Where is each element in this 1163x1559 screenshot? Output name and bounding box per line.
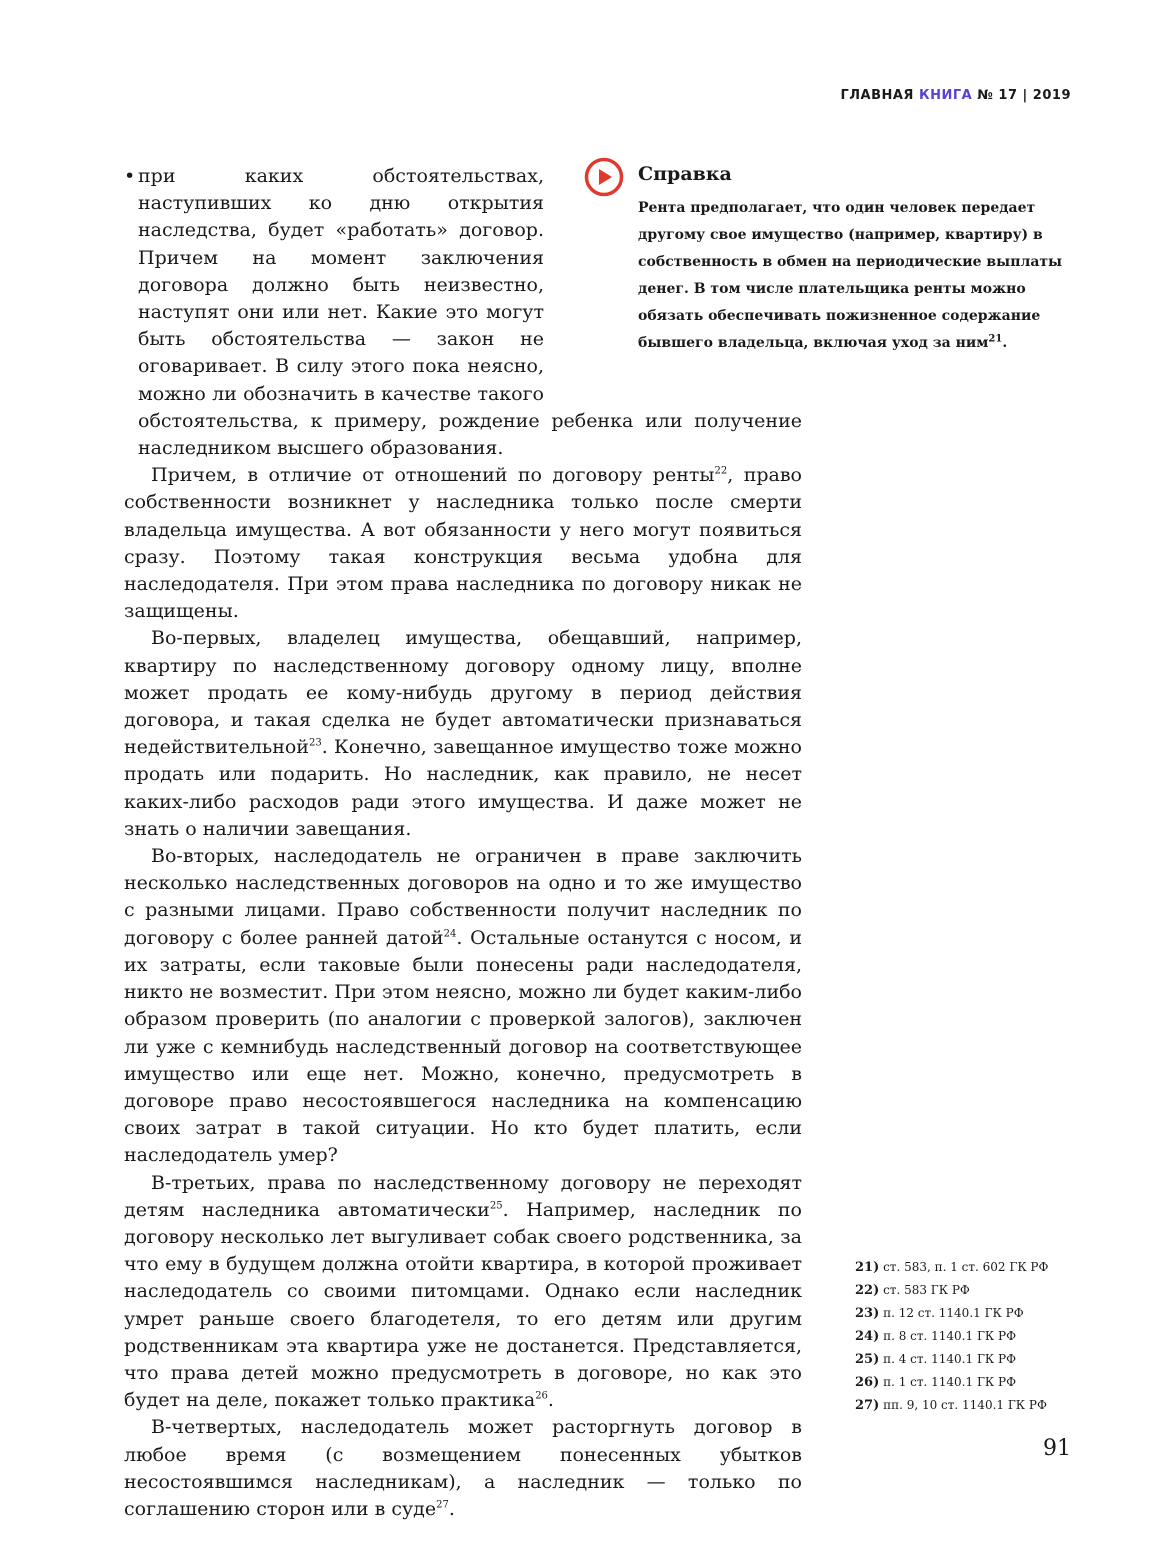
footnote-ref: 23 [308,737,322,749]
footnote: 23) п. 12 ст. 1140.1 ГК РФ [855,1306,1024,1321]
footnote: 25) п. 4 ст. 1140.1 ГК РФ [855,1352,1017,1367]
magazine-header [840,88,1071,103]
article-body [124,163,802,1523]
footnote-ref: 25 [489,1200,503,1212]
footnotes-list [855,1256,1095,1417]
footnote: 21) ст. 583, п. 1 ст. 602 ГК РФ [855,1260,1049,1275]
footnote: 26) п. 1 ст. 1140.1 ГК РФ [855,1375,1017,1390]
footnote: 24) п. 8 ст. 1140.1 ГК РФ [855,1329,1017,1344]
footnote-ref: 26 [535,1390,548,1402]
footnote-ref: 24 [443,928,457,940]
footnote-ref: 27 [436,1499,449,1511]
paragraph-1: Причем, в отличие от отношений по договору ренты$^{22}$, право собственности возникнет у наследника только после смерти владельца имущества. А вот обязанности у него могут появиться сразу. Поэтому такая конструкция весьма удобна для наследодателя. При этом права наследника по договору никак не защищены. [124,464,802,623]
brand-name-part2: КНИГА [918,88,973,103]
paragraph-5: В-четвертых, наследодатель может расторгнуть договор в любое время (с возмещением понесенных убытков несостоявшимся наследникам), а наследник — только по соглашению сторон или в суде$^{27}$. [124,1416,802,1520]
bullet-text: при каких обстоятельствах, наступивших ко дню открытия наследства, будет «работать» договор. Причем на момент заключения договора должно быть неизвестно, наступят они или нет. Какие это могут быть обстоятельства — закон не оговаривает. В силу этого пока неясно, можно ли обозначить в качестве такого обстоятельства, к примеру, рождение ребенка или получение наследником высшего образования. [138,165,802,460]
paragraph-3: Во-вторых, наследодатель не ограничен в праве заключить несколько наследственных договоров на одно и то же имущество с разными лицами. Право собственности получит наследник по договору с более ранней датой$^{24}$. Остальные останутся с носом, и их затраты, если таковые были понесены ради наследодателя, никто не возместит. При этом неясно, можно ли будет каким-либо образом проверить (по аналогии с проверкой залогов), заключен ли уже с кемнибудь наследственный договор на соответствующее имущество или еще нет. Можно, конечно, предусмотреть в договоре право несостоявшегося наследника на компенсацию своих затрат в такой ситуации. Но кто будет платить, если наследодатель умер? [124,845,802,1167]
bullet-mark: • [124,165,136,187]
sidebar-text: Рента предполагает, что один человек передает другому свое имущество (например, квартиру) в собственность в обмен на периодические выплаты денег. В том числе плательщика ренты можно обязать обеспечивать пожизненное содержание бывшего владельца, включая уход за ним$^{21}$. [638,200,1063,351]
play-circle-icon [584,157,624,197]
page-number: 91 [1043,1436,1071,1461]
footnote-ref: 21 [988,333,1003,345]
paragraph-4: В-третьих, права по наследственному договору не переходят детям наследника автоматически$^{25}$. Например, наследник по договору несколько лет выгуливает собак своего родственника, за что ему в будущем должна отойти квартира, в которой проживает наследодатель со своими питомцами. Однако если наследник умрет раньше своего благодетеля, то его детям или другим родственникам эта квартира уже не достанется. Представляется, что права детей можно предусмотреть в договоре, но как это будет на деле, покажет только практика$^{26}$. [124,1171,802,1412]
sidebar-title: Справка [638,163,732,185]
issue-number: № 17 | 2019 [977,88,1071,103]
footnote-ref: 22 [714,465,728,477]
footnote: 27) пп. 9, 10 ст. 1140.1 ГК РФ [855,1398,1047,1413]
brand-name-part1: ГЛАВНАЯ [840,88,914,103]
footnote: 22) ст. 583 ГК РФ [855,1283,970,1298]
paragraph-2: Во-первых, владелец имущества, обещавший, например, квартиру по наследственному договору одному лицу, вполне может продать ее кому-нибудь другому в период действия договора, и такая сделка не будет автоматически признаваться недействительной$^{23}$. Конечно, завещанное имущество тоже можно продать или подарить. Но наследник, как правило, не несет каких-либо расходов ради этого имущества. И даже может не знать о наличии завещания. [124,627,802,840]
